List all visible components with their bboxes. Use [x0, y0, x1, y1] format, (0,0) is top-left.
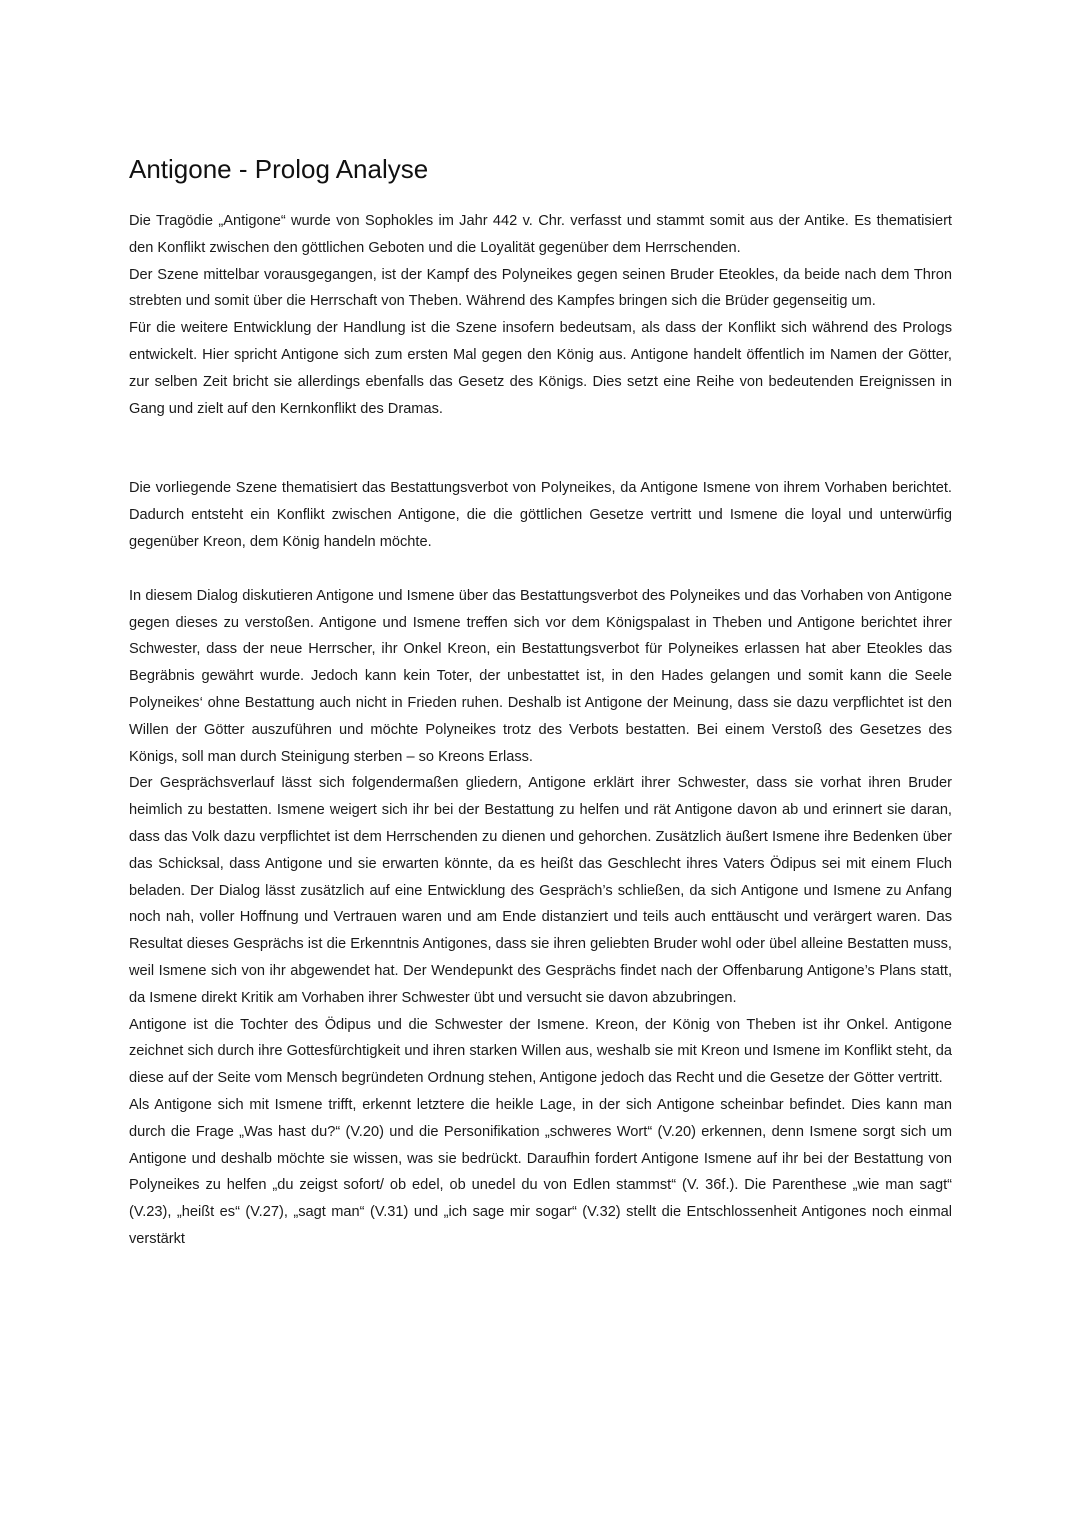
paragraph-characters: Antigone ist die Tochter des Ödipus und die Schwester der Ismene. Kreon, der König von Theben ist ihr Onkel. Antigone zeichnet sich durch ihre Gottesfürchtigkeit und ihren starken Willen aus, weshalb sie mit Kreon und Ismene im Konflikt steht, da diese auf der Seite vom Mensch begründeten Ordnung stehen, Antigone jedoch das Recht und die Gesetze der Götter vertritt.: [129, 1016, 952, 1087]
paragraph-analysis: Als Antigone sich mit Ismene trifft, erkennt letztere die heikle Lage, in der sich Antigone scheinbar befindet. Dies kann man durch die Frage „Was hast du?“ (V.20) und die Personifikation „schweres Wort“ (V.20) erkennen, denn Ismene sorgt sich um Antigone und deshalb möchte sie wissen, was sie bedrückt. Daraufhin fordert Antigone Ismene auf ihr bei der Bestattung von Polyneikes zu helfen „du zeigst sofort/ ob edel, ob unedel du von Edlen stammst“ (V. 36f.). Die Parenthese „wie man sagt“ (V.23), „heißt es“ (V.27), „sagt man“ (V.31) und „ich sage mir sogar“ (V.32) stellt die Entschlossenheit Antigones noch einmal verstärkt: [129, 1096, 952, 1247]
document-title: Antigone - Prolog Analyse: [129, 154, 429, 184]
paragraph-significance: Für die weitere Entwicklung der Handlung ist die Szene insofern bedeutsam, als dass der Konflikt sich während des Prologs entwickelt. Hier spricht Antigone sich zum ersten Mal gegen den König aus. Antigone handelt öffentlich im Namen der Götter, zur selben Zeit bricht sie allerdings ebenfalls das Gesetz des Königs. Dies setzt eine Reihe von bedeutenden Ereignissen in Gang und zielt auf den Kernkonflikt des Dramas.: [129, 320, 952, 417]
paragraph-dialog-structure: Der Gesprächsverlauf lässt sich folgendermaßen gliedern, Antigone erklärt ihrer Schwester, dass sie vorhat ihren Bruder heimlich zu bestatten. Ismene weigert sich ihr bei der Bestattung zu helfen und rät Antigone davon ab und erinnert sie daran, dass das Volk dazu verpflichtet ist dem Herrschenden zu dienen und gehorchen. Zusätzlich äußert Ismene ihre Bedenken über das Schicksal, dass Antigone und sie erwarten könnte, da es heißt das Geschlecht ihres Vaters Ödipus sei mit einem Fluch beladen. Der Dialog lässt zusätzlich auf eine Entwicklung des Gespräch’s schließen, da sich Antigone und Ismene zu Anfang noch nah, voller Hoffnung und Vertrauen waren und am Ende distanziert und teils auch enttäuscht und verärgert waren. Das Resultat dieses Gesprächs ist die Erkenntnis Antigones, dass sie ihren geliebten Bruder wohl oder übel alleine Bestatten muss, weil Ismene sich von ihr abgewendet hat. Der Wendepunkt des Gesprächs findet nach der Offenbarung Antigone’s Plans statt, da Ismene direkt Kritik am Vorhaben ihrer Schwester übt und versucht sie davon abzubringen.: [129, 775, 952, 1006]
section-spacer: [129, 422, 952, 475]
section-spacer: [129, 556, 952, 583]
paragraph-scene-summary: Die vorliegende Szene thematisiert das Bestattungsverbot von Polyneikes, da Antigone Ismene von ihrem Vorhaben berichtet. Dadurch entsteht ein Konflikt zwischen Antigone, die die göttlichen Gesetze vertritt und Ismene die loyal und unterwürfig gegenüber Kreon, dem König handeln möchte.: [129, 480, 952, 550]
paragraph-dialog-content: In diesem Dialog diskutieren Antigone und Ismene über das Bestattungsverbot des Polyneikes und das Vorhaben von Antigone gegen dieses zu verstoßen. Antigone und Ismene treffen sich vor dem Königspalast in Theben und Antigone berichtet ihrer Schwester, dass der neue Herrscher, ihr Onkel Kreon, ein Bestattungsverbot für Polyneikes erlassen hat aber Eteokles das Begräbnis gewährt wurde. Jedoch kann kein Toter, der unbestattet ist, in den Hades gelangen und somit kann die Seele Polyneikes‘ ohne Bestattung auch nicht in Frieden ruhen. Deshalb ist Antigone der Meinung, dass sie dazu verpflichtet ist den Willen der Götter auszuführen und möchte Polyneikes trotz des Verbots bestatten. Bei einem Verstoß des Gesetzes des Königs, soll man durch Steinigung sterben – so Kreons Erlass.: [129, 587, 952, 765]
document-page: [129, 152, 952, 1253]
paragraph-introduction: Die Tragödie „Antigone“ wurde von Sophokles im Jahr 442 v. Chr. verfasst und stammt somit aus der Antike. Es thematisiert den Konflikt zwischen den göttlichen Geboten und die Loyalität gegenüber dem Herrschenden.: [129, 213, 952, 256]
paragraph-prior-events: Der Szene mittelbar vorausgegangen, ist der Kampf des Polyneikes gegen seinen Bruder Eteokles, da beide nach dem Thron strebten und somit über die Herrschaft von Theben. Während des Kampfes bringen sich die Brüder gegenseitig um.: [129, 266, 952, 310]
